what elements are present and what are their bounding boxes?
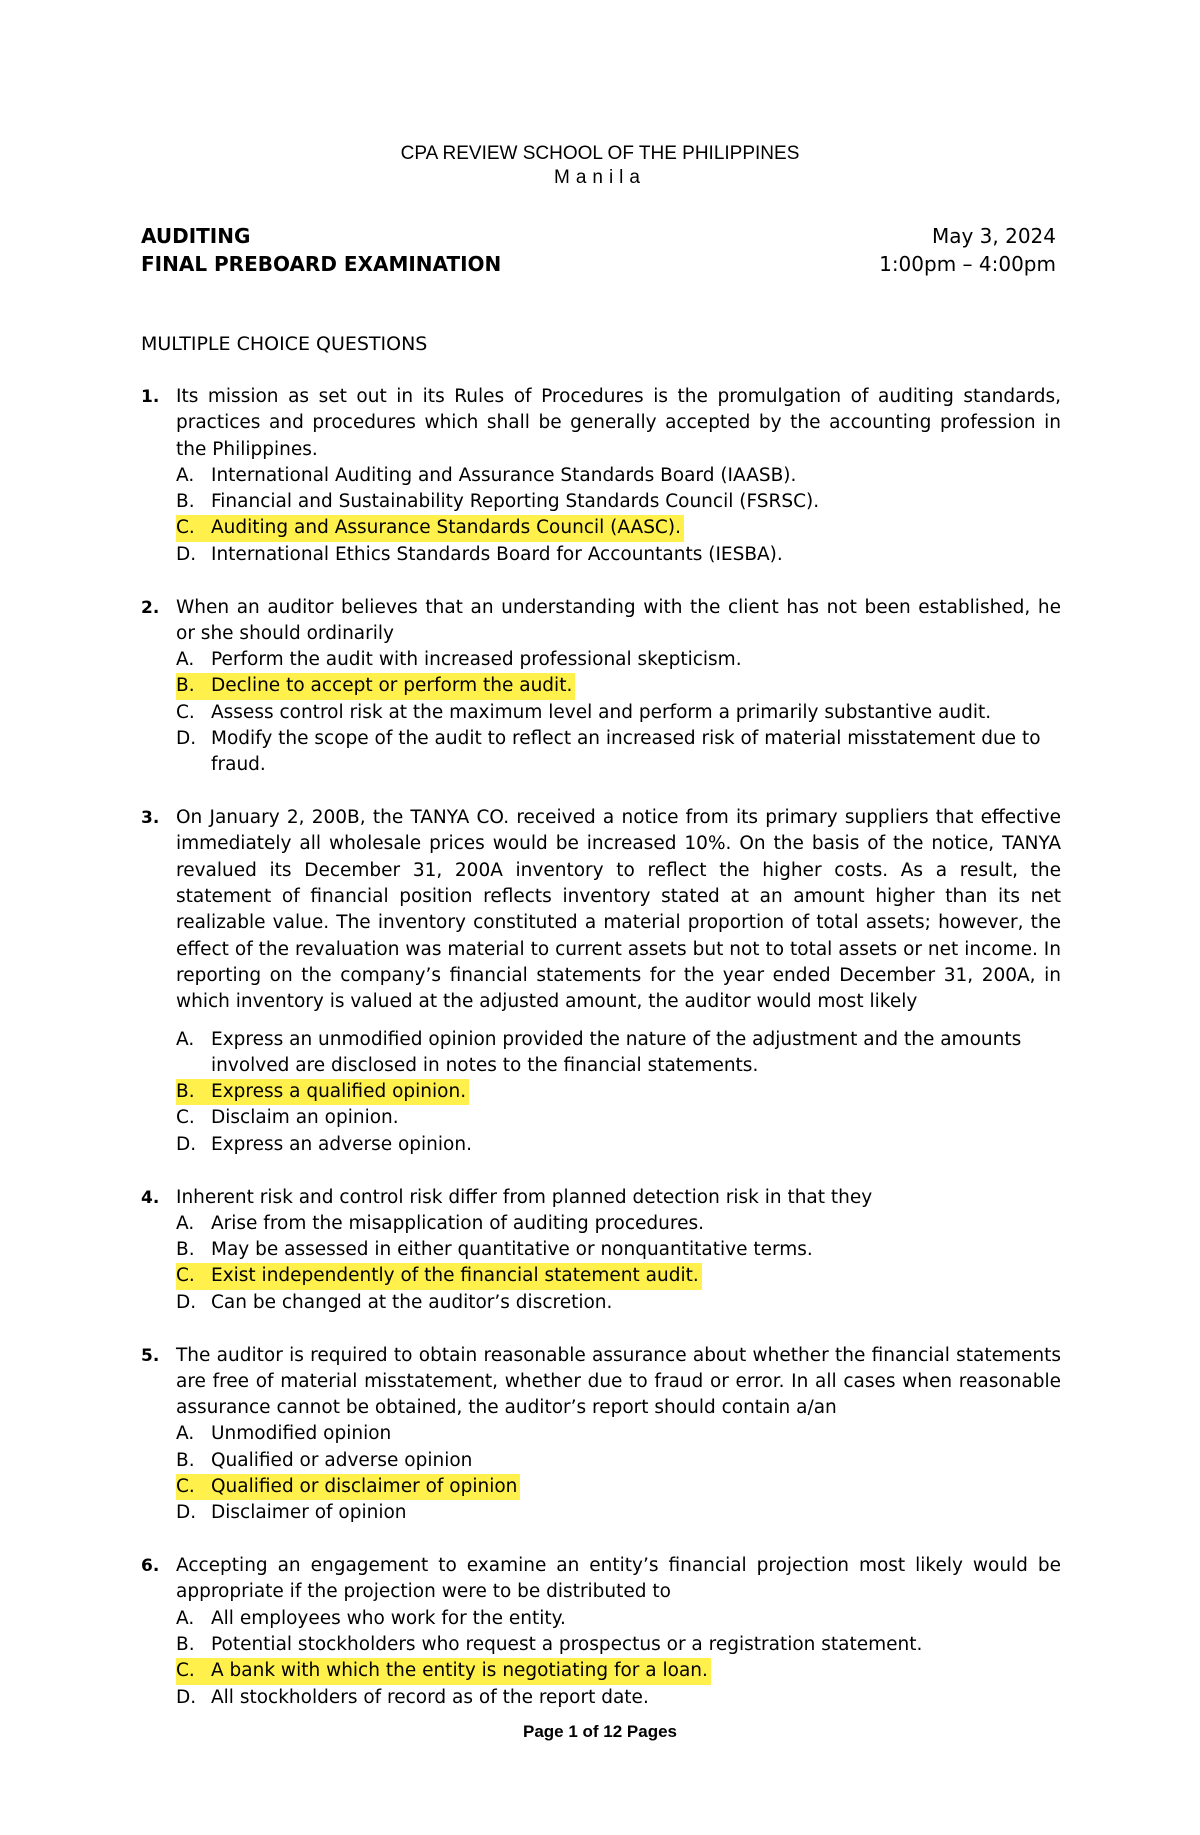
- option-d: [176, 726, 1061, 779]
- question-2: [141, 595, 1061, 779]
- option-b-correct-answer: [176, 673, 575, 699]
- option-text: Express an adverse opinion.: [211, 1133, 472, 1155]
- option-text: Qualified or adverse opinion: [211, 1449, 473, 1471]
- question-text: Its mission as set out in its Rules of Procedures is the promulgation of auditing standards, practices and procedures which shall be generally accepted by the accounting profession in the Philippines.: [176, 386, 1061, 460]
- option-text: Unmodified opinion: [211, 1423, 392, 1445]
- option-text: International Ethics Standards Board for Accountants (IESBA).: [211, 543, 783, 565]
- option-letter: B.: [176, 1081, 195, 1103]
- option-letter: B.: [176, 1239, 195, 1261]
- option-text: Exist independently of the financial statement audit.: [211, 1265, 699, 1287]
- question-1: [141, 384, 1061, 568]
- option-letter: D.: [176, 728, 197, 750]
- school-header: [0, 142, 1200, 190]
- question-number: 1.: [141, 387, 160, 407]
- exam-time: 1:00pm – 4:00pm: [879, 252, 1056, 276]
- option-text: International Auditing and Assurance Standards Board (IAASB).: [211, 464, 797, 486]
- option-letter: B.: [176, 675, 195, 697]
- option-text: Modify the scope of the audit to reflect an increased risk of material misstatement due to fraud.: [211, 728, 1041, 776]
- option-d: [176, 1132, 1061, 1158]
- option-letter: D.: [176, 1686, 197, 1708]
- option-c-correct-answer: [176, 515, 684, 541]
- option-letter: A.: [176, 649, 195, 671]
- option-letter: A.: [176, 1423, 195, 1445]
- option-b: [176, 1237, 1061, 1263]
- option-list: [141, 1211, 1061, 1316]
- question-number: 6.: [141, 1556, 160, 1577]
- question-number: 2.: [141, 597, 160, 618]
- option-letter: C.: [176, 1107, 195, 1129]
- option-letter: B.: [176, 1633, 195, 1655]
- question-text: The auditor is required to obtain reasonable assurance about whether the financial statements are free of material misstatement, whether due to fraud or error. In all cases when reasonable assurance cannot be obtained, the auditor’s report should contain a/an: [176, 1344, 1061, 1419]
- option-d: [176, 1685, 1061, 1711]
- option-text: A bank with which the entity is negotiating for a loan.: [211, 1660, 708, 1682]
- option-text: All stockholders of record as of the report date.: [211, 1686, 649, 1708]
- option-letter: C.: [176, 1265, 195, 1287]
- option-d: [176, 1290, 1061, 1316]
- option-list: [141, 1421, 1061, 1526]
- option-c: [176, 700, 1061, 726]
- exam-date: May 3, 2024: [931, 224, 1056, 248]
- option-a: [176, 1027, 1061, 1080]
- question-text: Accepting an engagement to examine an entity’s financial projection most likely would be appropriate if the projection were to be distributed to: [176, 1555, 1061, 1603]
- option-letter: D.: [176, 1502, 197, 1524]
- option-text: Express a qualified opinion.: [211, 1081, 467, 1103]
- exam-subject: AUDITING: [141, 224, 251, 248]
- option-a: [176, 1211, 1061, 1237]
- question-number: 4.: [141, 1187, 160, 1208]
- option-a: [176, 463, 1061, 489]
- option-text: Potential stockholders who request a prospectus or a registration statement.: [211, 1633, 923, 1655]
- question-text: When an auditor believes that an understanding with the client has not been established, he or she should ordinarily: [176, 596, 1061, 644]
- question-5: [141, 1343, 1061, 1527]
- option-c-correct-answer: [176, 1474, 520, 1500]
- option-list: [141, 1027, 1061, 1158]
- school-city: Manila: [554, 167, 646, 188]
- page-footer: Page 1 of 12 Pages: [522, 1722, 678, 1741]
- option-letter: B.: [176, 491, 195, 513]
- option-text: Arise from the misapplication of auditing procedures.: [211, 1212, 704, 1234]
- option-list: [141, 463, 1061, 568]
- question-number: 3.: [141, 808, 160, 829]
- exam-info-row-1: [141, 222, 1056, 250]
- option-text: Qualified or disclaimer of opinion: [211, 1475, 518, 1497]
- option-list: [141, 1606, 1061, 1711]
- option-text: Express an unmodified opinion provided the nature of the adjustment and the amounts involved are disclosed in notes to the financial statements.: [211, 1028, 1022, 1076]
- question-number: 5.: [141, 1345, 160, 1366]
- option-b: [176, 1632, 1061, 1658]
- option-letter: D.: [176, 1291, 197, 1313]
- option-letter: A.: [176, 1212, 195, 1234]
- option-d: [176, 542, 1061, 568]
- option-d: [176, 1500, 1061, 1526]
- option-a: [176, 647, 1061, 673]
- option-letter: C.: [176, 517, 195, 539]
- option-text: Disclaimer of opinion: [211, 1502, 407, 1524]
- option-letter: A.: [176, 464, 195, 486]
- question-4: [141, 1185, 1061, 1316]
- option-b: [176, 1448, 1061, 1474]
- school-name: CPA REVIEW SCHOOL OF THE PHILIPPINES: [400, 143, 800, 164]
- option-b: [176, 489, 1061, 515]
- question-6: [141, 1553, 1061, 1711]
- option-letter: C.: [176, 701, 195, 723]
- option-b-correct-answer: [176, 1079, 469, 1105]
- option-text: Financial and Sustainability Reporting Standards Council (FSRSC).: [211, 491, 820, 513]
- option-letter: A.: [176, 1028, 195, 1050]
- option-text: May be assessed in either quantitative or nonquantitative terms.: [211, 1239, 813, 1261]
- question-text: On January 2, 200B, the TANYA CO. received a notice from its primary suppliers that effective immediately all wholesale prices would be increased 10%. On the basis of the notice, TANYA revalued its December 31, 200A inventory to reflect the higher costs. As a result, the statement of financial position reflects inventory stated at an amount higher than its net realizable value. The inventory constituted a material proportion of total assets; however, the effect of the revaluation was material to current assets but not to total assets or net income. In reporting on the company’s financial statements for the year ended December 31, 200A, in which inventory is valued at the adjusted amount, the auditor would most likely: [176, 807, 1061, 1013]
- option-a: [176, 1421, 1061, 1447]
- option-text: Assess control risk at the maximum level and perform a primarily substantive audit.: [211, 701, 992, 723]
- option-letter: C.: [176, 1475, 195, 1497]
- option-c-correct-answer: [176, 1658, 711, 1684]
- option-text: All employees who work for the entity.: [211, 1607, 566, 1629]
- question-list: [141, 384, 1061, 1737]
- option-text: Disclaim an opinion.: [211, 1107, 399, 1129]
- option-letter: C.: [176, 1660, 195, 1682]
- exam-info-row-2: [141, 250, 1056, 278]
- option-c: [176, 1105, 1061, 1131]
- question-3: [141, 805, 1061, 1158]
- option-text: Perform the audit with increased professional skepticism.: [211, 649, 742, 671]
- option-c-correct-answer: [176, 1263, 702, 1289]
- option-list: [141, 647, 1061, 778]
- option-text: Can be changed at the auditor’s discretion.: [211, 1291, 613, 1313]
- question-text: Inherent risk and control risk differ from planned detection risk in that they: [176, 1186, 873, 1208]
- option-letter: A.: [176, 1607, 195, 1629]
- option-letter: D.: [176, 1133, 197, 1155]
- exam-title: FINAL PREBOARD EXAMINATION: [141, 252, 502, 276]
- option-text: Decline to accept or perform the audit.: [211, 675, 573, 697]
- option-letter: B.: [176, 1449, 195, 1471]
- option-letter: D.: [176, 543, 197, 565]
- section-title: MULTIPLE CHOICE QUESTIONS: [141, 333, 428, 355]
- option-a: [176, 1606, 1061, 1632]
- option-text: Auditing and Assurance Standards Council (AASC).: [211, 517, 681, 539]
